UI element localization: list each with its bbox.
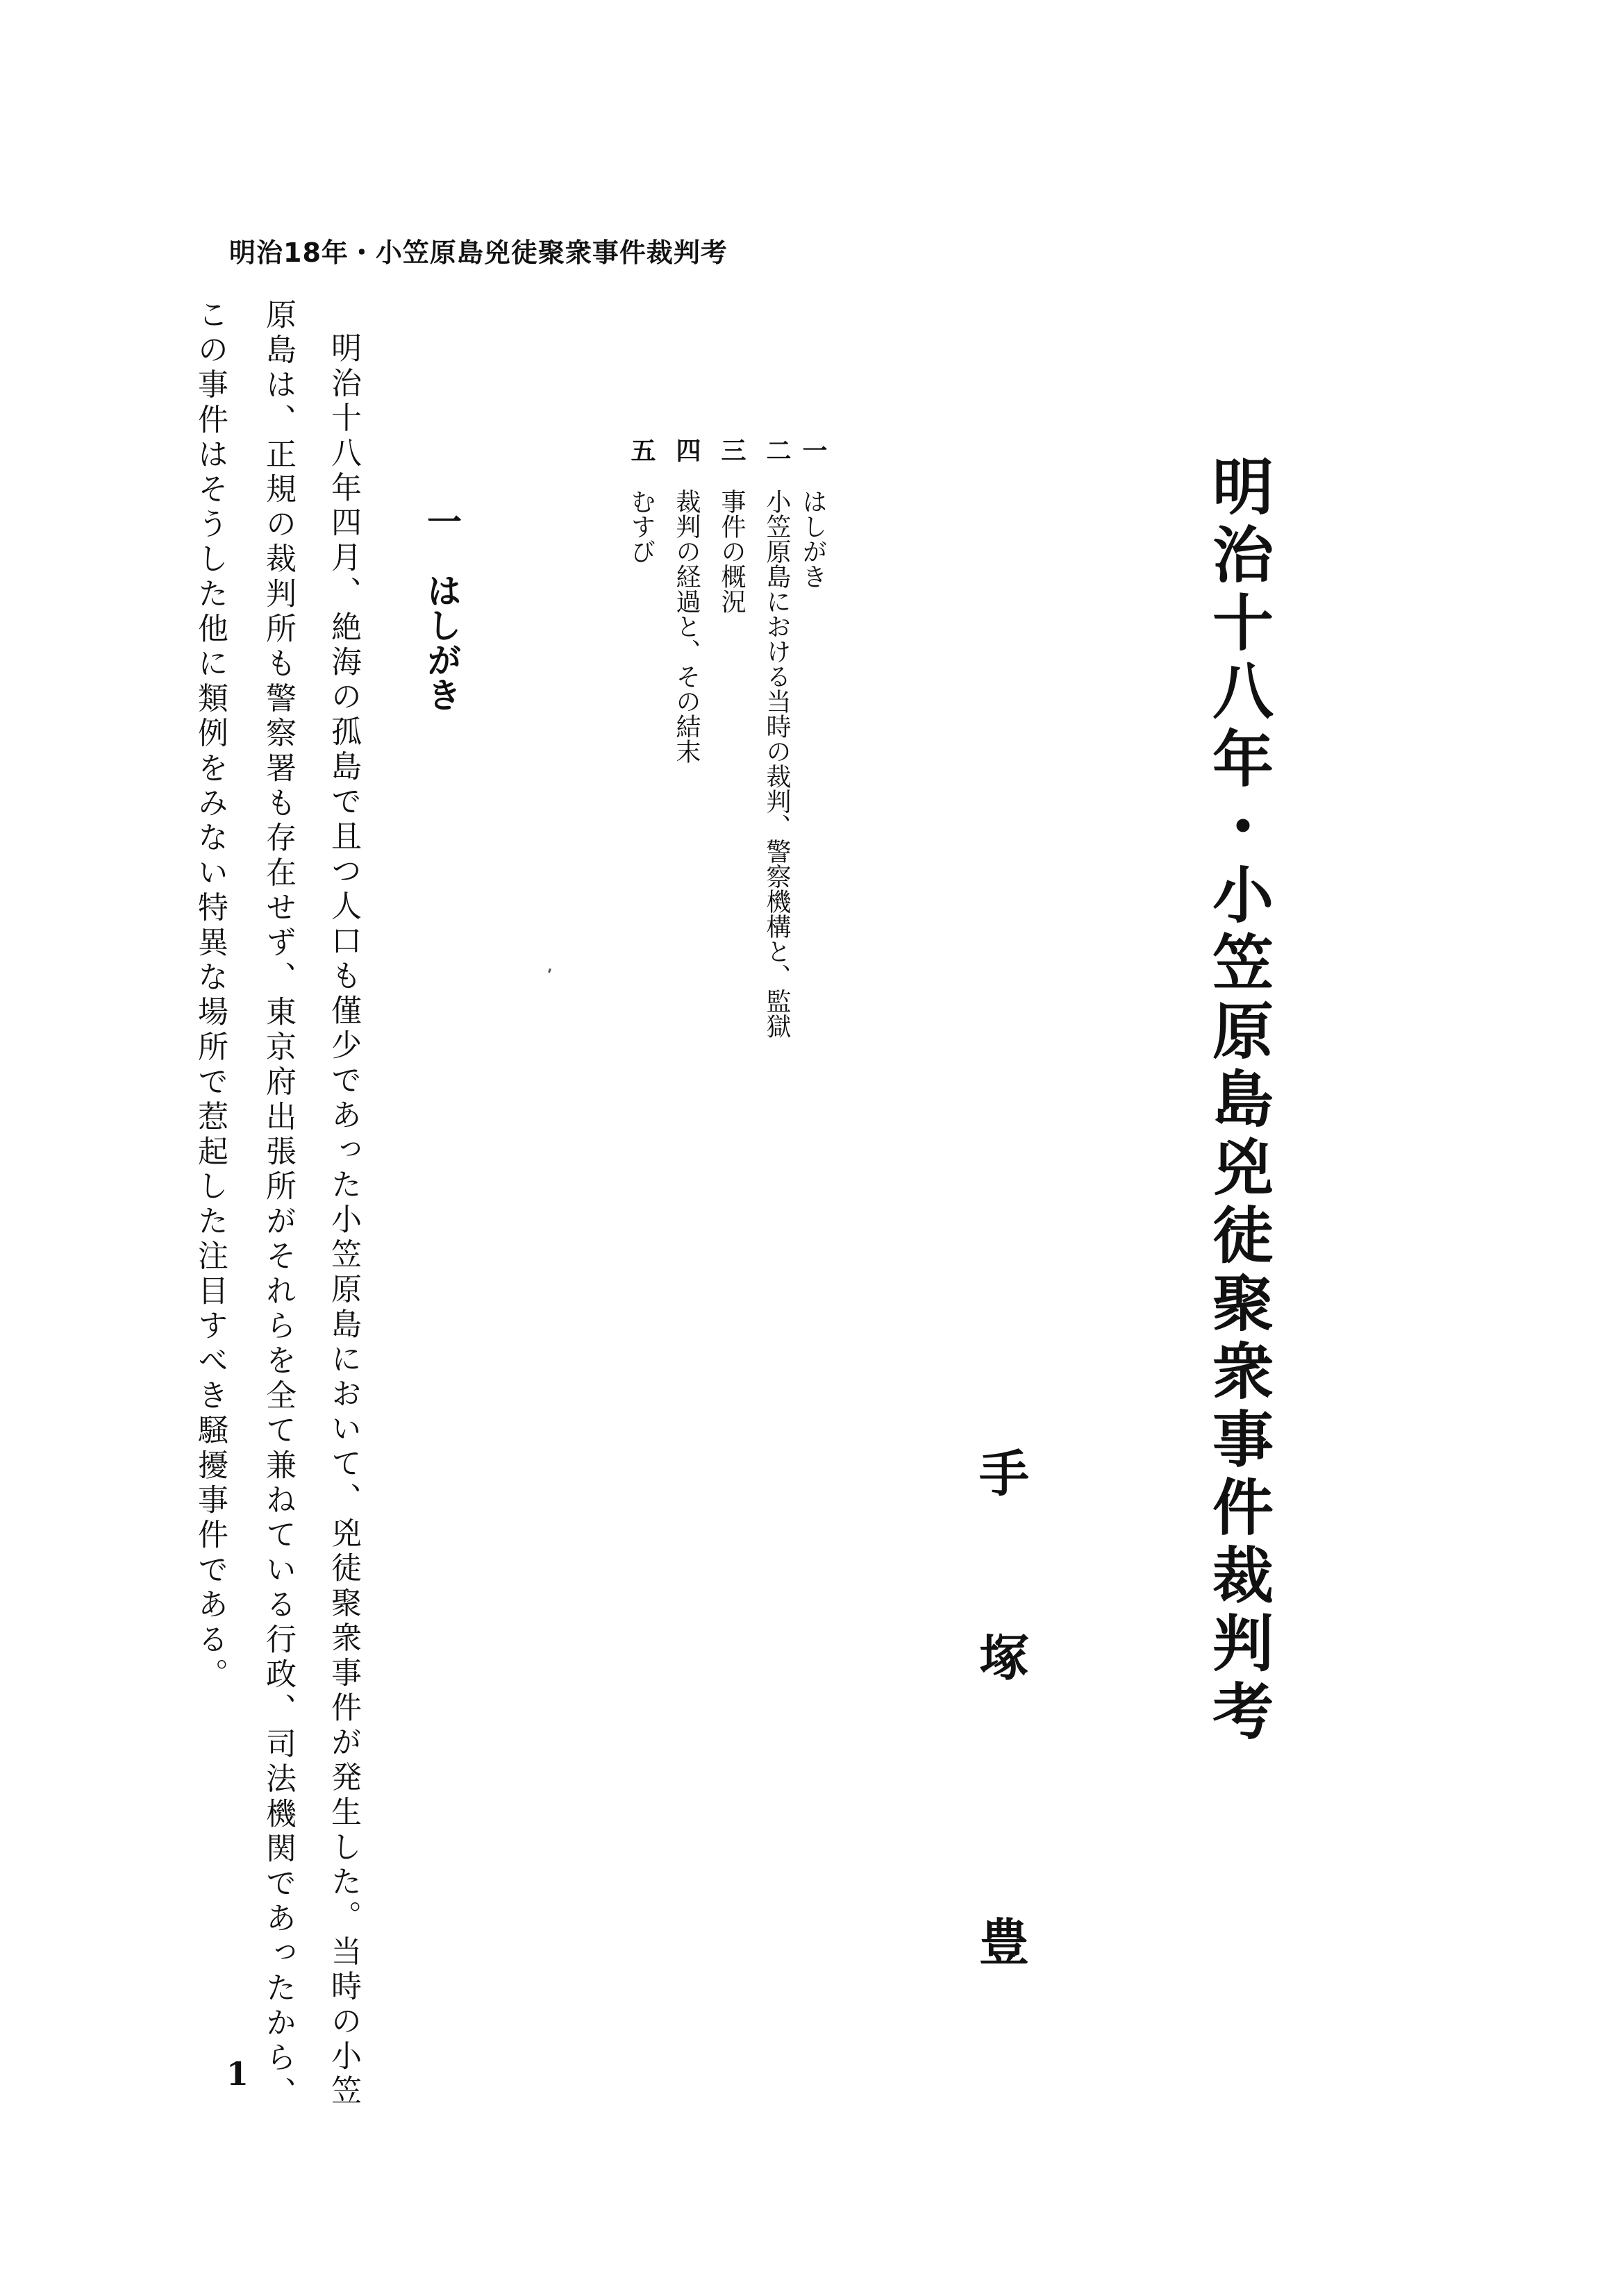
toc-item-number: 一 bbox=[799, 437, 827, 462]
toc-item bbox=[764, 437, 789, 1039]
toc-item bbox=[800, 437, 825, 589]
section-heading-label: はしがき bbox=[422, 573, 462, 712]
section-heading-number: 一 bbox=[422, 503, 462, 538]
toc-item-label: 事件の概況 bbox=[717, 489, 746, 614]
body-text-line: この事件はそうした他に類例をみない特異な場所で惹起した注目すべき騒擾事件である。 bbox=[192, 299, 228, 1693]
toc-item-number: 四 bbox=[672, 437, 701, 462]
article-title: 明治十八年・小笠原島兇徒聚衆事件裁判考 bbox=[1203, 455, 1274, 1748]
page-number: 1 bbox=[226, 2055, 249, 2093]
toc-item-number: 五 bbox=[627, 437, 656, 462]
toc-item-label: 小笠原島における当時の裁判、警察機構と、監獄 bbox=[762, 489, 791, 1039]
toc-item-label: 裁判の経過と、その結末 bbox=[672, 489, 701, 764]
toc-item bbox=[674, 437, 699, 764]
author-name-char-1: 手 bbox=[979, 1445, 1030, 1503]
toc-item-number: 三 bbox=[717, 437, 746, 462]
scan-speck bbox=[548, 969, 551, 973]
toc-item bbox=[719, 437, 744, 614]
author-name-char-3: 豊 bbox=[979, 1913, 1030, 1972]
section-heading bbox=[417, 503, 467, 712]
toc-item-label: むすび bbox=[627, 489, 656, 564]
author-name-char-2: 塚 bbox=[979, 1629, 1030, 1687]
body-text-line: 原島は、正規の裁判所も警察署も存在せず、東京府出張所がそれらを全て兼ねている行政、司法機関であったから、 bbox=[260, 299, 296, 2111]
running-header: 明治18年・小笠原島兇徒聚衆事件裁判考 bbox=[229, 237, 728, 268]
body-text-line: 明治十八年四月、絶海の孤島で且つ人口も僅少であった小笠原島において、兇徒聚衆事件が発生した。当時の小笠 bbox=[326, 332, 361, 2110]
toc-item-number: 二 bbox=[762, 437, 791, 462]
toc-item bbox=[627, 437, 656, 564]
toc-item-label: はしがき bbox=[799, 489, 827, 589]
